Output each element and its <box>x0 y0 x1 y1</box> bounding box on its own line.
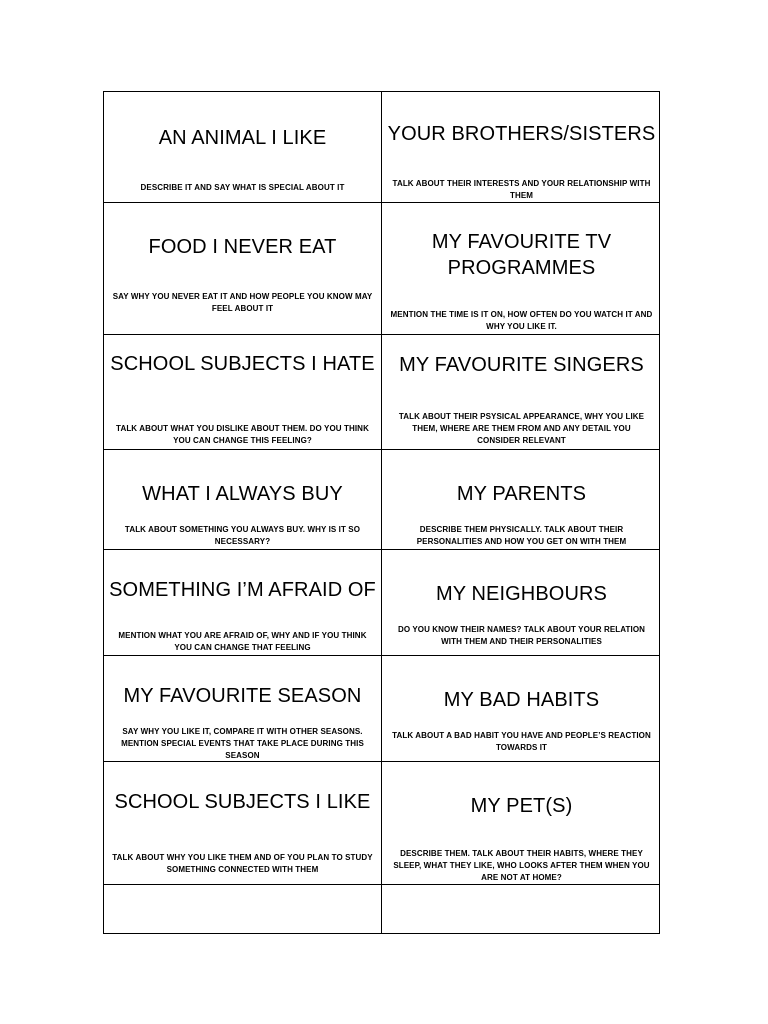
card-description: DESCRIBE THEM. TALK ABOUT THEIR HABITS, WHERE THEY SLEEP, WHAT THEY LIKE, WHO LOOKS AFTER THEM WHEN YOU ARE NOT AT HOME? <box>393 849 650 882</box>
card-empty <box>382 885 661 934</box>
card-title: SCHOOL SUBJECTS I LIKE <box>114 791 371 813</box>
card-tv <box>382 203 661 334</box>
card-season <box>104 656 381 761</box>
card-sheet <box>103 91 660 934</box>
card-title: FOOD I NEVER EAT <box>148 236 337 258</box>
card-animal <box>104 92 381 202</box>
card-empty <box>104 885 381 934</box>
card-subjects-hate <box>104 335 381 449</box>
card-description: DO YOU KNOW THEIR NAMES? TALK ABOUT YOUR RELATION WITH THEM AND THEIR PERSONALITIES <box>397 625 646 646</box>
card-description: TALK ABOUT A BAD HABIT YOU HAVE AND PEOPLE’S REACTION TOWARDS IT <box>392 731 651 752</box>
card-description: TALK ABOUT THEIR PSYSICAL APPEARANCE, WHY YOU LIKE THEM, WHERE ARE THEM FROM AND ANY DETAIL YOU CONSIDER RELEVANT <box>398 412 645 445</box>
card-singers <box>382 335 661 449</box>
card-title: MY PARENTS <box>456 483 587 505</box>
card-title: MY FAVOURITE SEASON <box>123 685 362 707</box>
card-title: MY PET(S) <box>470 795 573 817</box>
card-title: MY NEIGHBOURS <box>436 583 607 605</box>
card-subjects-like <box>104 762 381 884</box>
card-title: MY BAD HABITS <box>443 689 600 711</box>
card-title: WHAT I ALWAYS BUY <box>142 483 343 505</box>
card-food <box>104 203 381 334</box>
card-description: DESCRIBE THEM PHYSICALLY. TALK ABOUT THEIR PERSONALITIES AND HOW YOU GET ON WITH THEM <box>416 525 627 546</box>
card-description: SAY WHY YOU NEVER EAT IT AND HOW PEOPLE YOU KNOW MAY FEEL ABOUT IT <box>112 292 373 313</box>
card-title: SOMETHING I’M AFRAID OF <box>109 579 376 601</box>
card-bad-habits <box>382 656 661 761</box>
card-title: MY FAVOURITE SINGERS <box>399 354 644 376</box>
card-description: TALK ABOUT THEIR INTERESTS AND YOUR RELATIONSHIP WITH THEM <box>392 179 651 200</box>
card-description: TALK ABOUT WHAT YOU DISLIKE ABOUT THEM. DO YOU THINK YOU CAN CHANGE THIS FEELING? <box>116 424 369 445</box>
card-description: MENTION THE TIME IS IT ON, HOW OFTEN DO YOU WATCH IT AND WHY YOU LIKE IT. <box>390 310 653 331</box>
card-description: TALK ABOUT SOMETHING YOU ALWAYS BUY. WHY IS IT SO NECESSARY? <box>124 525 361 546</box>
card-description: TALK ABOUT WHY YOU LIKE THEM AND OF YOU PLAN TO STUDY SOMETHING CONNECTED WITH THEM <box>112 853 373 874</box>
card-title: MY FAVOURITE TV PROGRAMMES <box>431 231 612 279</box>
card-title: AN ANIMAL I LIKE <box>158 127 327 149</box>
card-description: MENTION WHAT YOU ARE AFRAID OF, WHY AND IF YOU THINK YOU CAN CHANGE THAT FEELING <box>118 631 367 652</box>
card-buy <box>104 450 381 549</box>
card-parents <box>382 450 661 549</box>
card-title: SCHOOL SUBJECTS I HATE <box>110 353 375 375</box>
card-description: DESCRIBE IT AND SAY WHAT IS SPECIAL ABOUT IT <box>140 183 345 192</box>
card-description: SAY WHY YOU LIKE IT, COMPARE IT WITH OTHER SEASONS. MENTION SPECIAL EVENTS THAT TAKE PLACE DURING THIS SEASON <box>121 727 364 760</box>
card-siblings <box>382 92 661 202</box>
card-title: YOUR BROTHERS/SISTERS <box>387 123 656 145</box>
card-afraid <box>104 550 381 655</box>
card-pets <box>382 762 661 884</box>
card-neighbours <box>382 550 661 655</box>
